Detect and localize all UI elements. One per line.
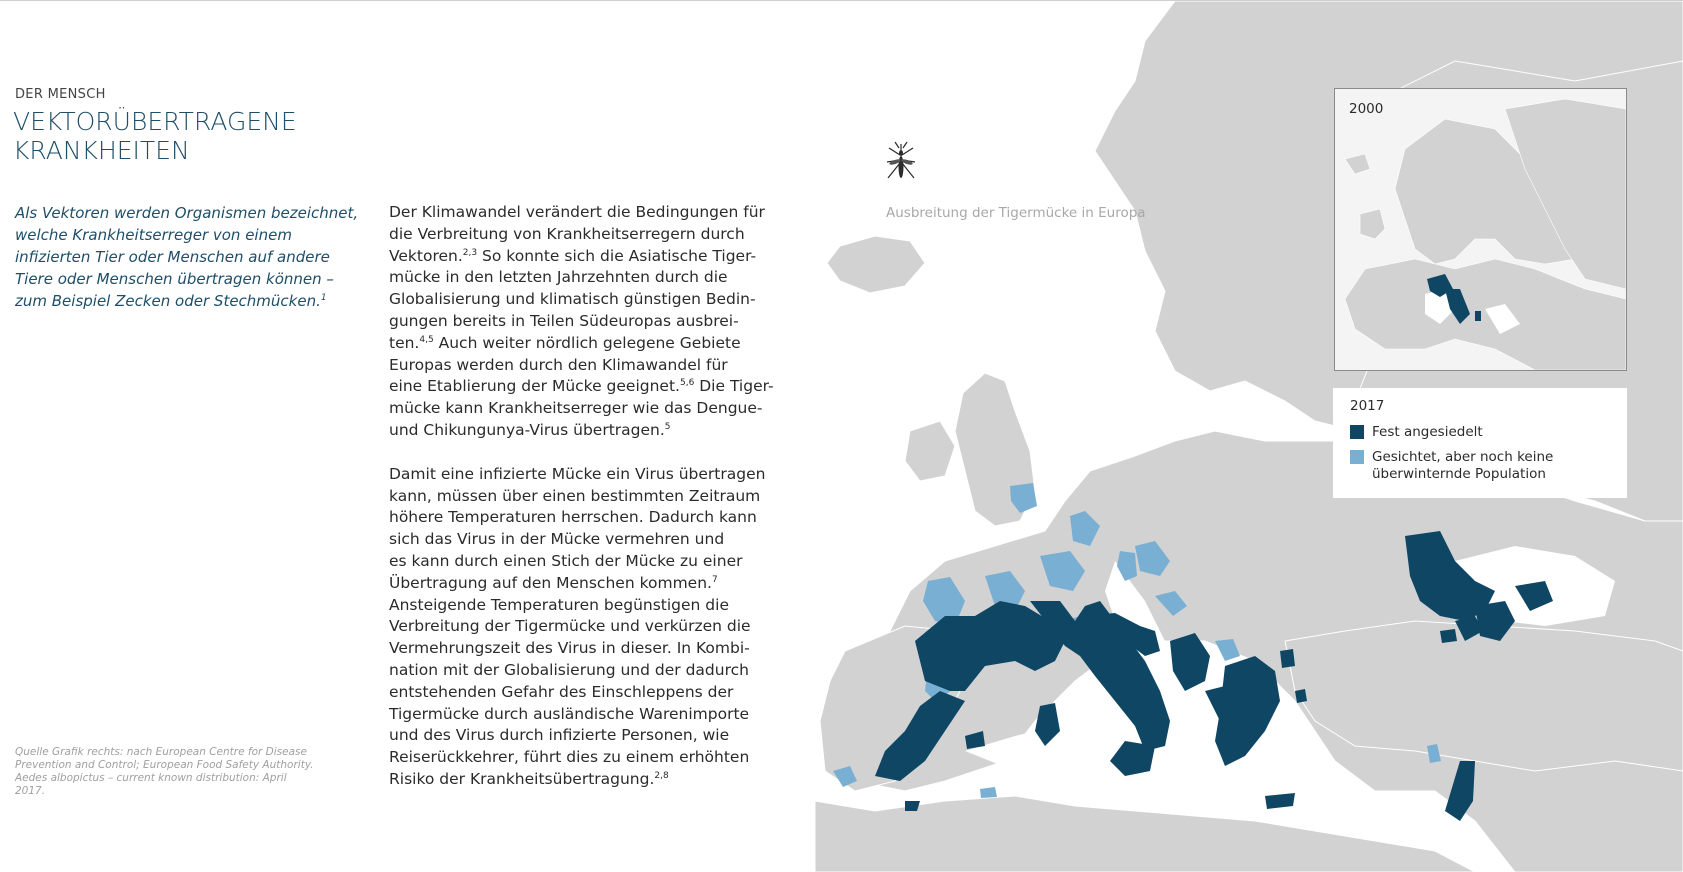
body-line-text: sich das Virus in der Mücke vermehren und bbox=[389, 530, 725, 549]
legend-label-established bbox=[1372, 424, 1612, 441]
body-line bbox=[389, 616, 754, 638]
body-line bbox=[389, 660, 754, 682]
body-line bbox=[389, 376, 774, 398]
body-line-text-cont: Die Tiger- bbox=[694, 377, 774, 396]
page-title-line-2: KRANKHEITEN bbox=[13, 136, 190, 165]
footnote-ref: 2,8 bbox=[654, 770, 669, 781]
body-line-text: Verbreitung der Tigermücke und verkürzen die bbox=[389, 617, 751, 636]
inset-map-svg bbox=[1335, 89, 1626, 370]
lead-text: Als Vektoren werden Organismen bezeichnet, welche Krankheitserreger von einem infizierten Tier oder Menschen auf andere Tiere oder Menschen übertragen können – zum Beispiel Zecken oder Stechmücken. bbox=[15, 204, 359, 310]
body-line bbox=[389, 267, 754, 289]
body-line-text: Risiko der Krankheitsübertragung. bbox=[389, 769, 655, 788]
body-line-text: Vermehrungszeit des Virus in dieser. In Kombi- bbox=[389, 639, 750, 658]
legend-swatch-sighted bbox=[1350, 450, 1364, 464]
body-line bbox=[389, 704, 754, 726]
lead-paragraph bbox=[15, 202, 365, 312]
footnote-ref: 4,5 bbox=[419, 334, 434, 345]
body-line bbox=[389, 769, 754, 791]
legend-label-sighted-line-2: überwinternde Population bbox=[1372, 466, 1546, 482]
footnote-ref: 2,3 bbox=[462, 247, 478, 258]
legend-label-sighted bbox=[1372, 449, 1612, 483]
body-line-text: nation mit der Globalisierung und der dadurch bbox=[389, 660, 749, 679]
body-line-text: gungen bereits in Teilen Südeuropas ausbrei- bbox=[389, 311, 739, 330]
body-text bbox=[389, 202, 774, 813]
body-line bbox=[389, 486, 761, 508]
body-line-text: höhere Temperaturen herrschen. Dadurch kann bbox=[389, 508, 757, 527]
map-caption: Ausbreitung der Tigermücke in Europa bbox=[886, 205, 1146, 221]
body-line-text: Ansteigende Temperaturen begünstigen die bbox=[389, 595, 729, 614]
body-line bbox=[389, 289, 754, 311]
body-line bbox=[389, 311, 754, 333]
legend-label-established-line-1: Fest angesiedelt bbox=[1372, 424, 1483, 440]
body-line bbox=[389, 725, 754, 747]
legend-label-sighted-line-1: Gesichtet, aber noch keine bbox=[1372, 449, 1554, 465]
body-line-text-cont: Auch weiter nördlich gelegene Gebiete bbox=[433, 333, 741, 352]
source-note bbox=[15, 746, 315, 798]
body-line-text-cont: So konnte sich die Asiatische Tiger- bbox=[477, 246, 757, 265]
footnote-ref: 5 bbox=[664, 421, 671, 432]
body-line bbox=[389, 551, 754, 573]
body-line-text: die Verbreitung von Krankheitserregern durch bbox=[389, 224, 745, 243]
body-line bbox=[389, 747, 754, 769]
body-line-text: es kann durch einen Stich der Mücke zu einer bbox=[389, 551, 743, 570]
page-title-line-1: VEKTORÜBERTRAGENE bbox=[13, 107, 297, 136]
body-line bbox=[389, 507, 757, 529]
body-line-text: Europas werden durch den Klimawandel für bbox=[389, 355, 728, 374]
body-line bbox=[389, 573, 754, 595]
body-paragraph-2 bbox=[389, 464, 766, 791]
footnote-ref: 7 bbox=[711, 574, 718, 585]
body-line-text: Reiserückkehrer, führt dies zu einem erhöhten bbox=[389, 748, 750, 767]
mosquito-icon bbox=[885, 140, 917, 190]
body-line-text: und des Virus durch infizierte Personen, wie bbox=[389, 726, 730, 745]
body-line bbox=[389, 333, 754, 355]
inset-map-2000 bbox=[1334, 88, 1627, 371]
body-line bbox=[389, 464, 766, 486]
legend-year: 2017 bbox=[1350, 398, 1385, 414]
body-line bbox=[389, 638, 754, 660]
body-line-text: Damit eine infizierte Mücke ein Virus übertragen bbox=[389, 464, 766, 483]
lead-footnote: 1 bbox=[320, 293, 327, 303]
source-line-2: Prevention and Control; European Food Safety Authority. bbox=[15, 759, 314, 771]
body-paragraph-1 bbox=[389, 202, 774, 442]
body-line-text: Vektoren. bbox=[389, 246, 463, 265]
footnote-ref: 5,6 bbox=[679, 378, 695, 389]
body-line-text: mücke in den letzten Jahrzehnten durch die bbox=[389, 268, 728, 287]
legend-swatch-established bbox=[1350, 425, 1364, 439]
body-line bbox=[389, 595, 754, 617]
source-line-3: Aedes albopictus – current known distribution: April 2017. bbox=[15, 772, 287, 797]
body-line bbox=[389, 682, 754, 704]
body-line bbox=[389, 202, 765, 224]
map-legend bbox=[1333, 388, 1627, 498]
page-title bbox=[13, 107, 353, 165]
body-line-text: entstehenden Gefahr des Einschleppens der bbox=[389, 682, 734, 701]
body-line bbox=[389, 420, 754, 442]
source-line-1: Quelle Grafik rechts: nach European Centre for Disease bbox=[15, 746, 307, 758]
body-line-text: Übertragung auf den Menschen kommen. bbox=[389, 573, 712, 592]
body-line-text: mücke kann Krankheitserreger wie das Dengue- bbox=[389, 399, 763, 418]
inset-year-label: 2000 bbox=[1349, 101, 1384, 117]
body-line-text: Tigermücke durch ausländische Warenimporte bbox=[389, 704, 750, 723]
body-line-text: Der Klimawandel verändert die Bedingungen für bbox=[389, 203, 765, 221]
body-line bbox=[389, 355, 754, 377]
section-overline: DER MENSCH bbox=[15, 87, 106, 102]
body-line-text: eine Etablierung der Mücke geeignet. bbox=[389, 377, 680, 396]
body-line bbox=[389, 529, 754, 551]
body-line-text: Globalisierung und klimatisch günstigen Bedin- bbox=[389, 290, 756, 309]
body-line bbox=[389, 398, 763, 420]
body-line bbox=[389, 224, 754, 246]
body-line-text: kann, müssen über einen bestimmten Zeitraum bbox=[389, 486, 761, 505]
body-line-text: ten. bbox=[389, 333, 420, 352]
body-line-text: und Chikungunya-Virus übertragen. bbox=[389, 420, 665, 439]
body-line bbox=[389, 246, 757, 268]
